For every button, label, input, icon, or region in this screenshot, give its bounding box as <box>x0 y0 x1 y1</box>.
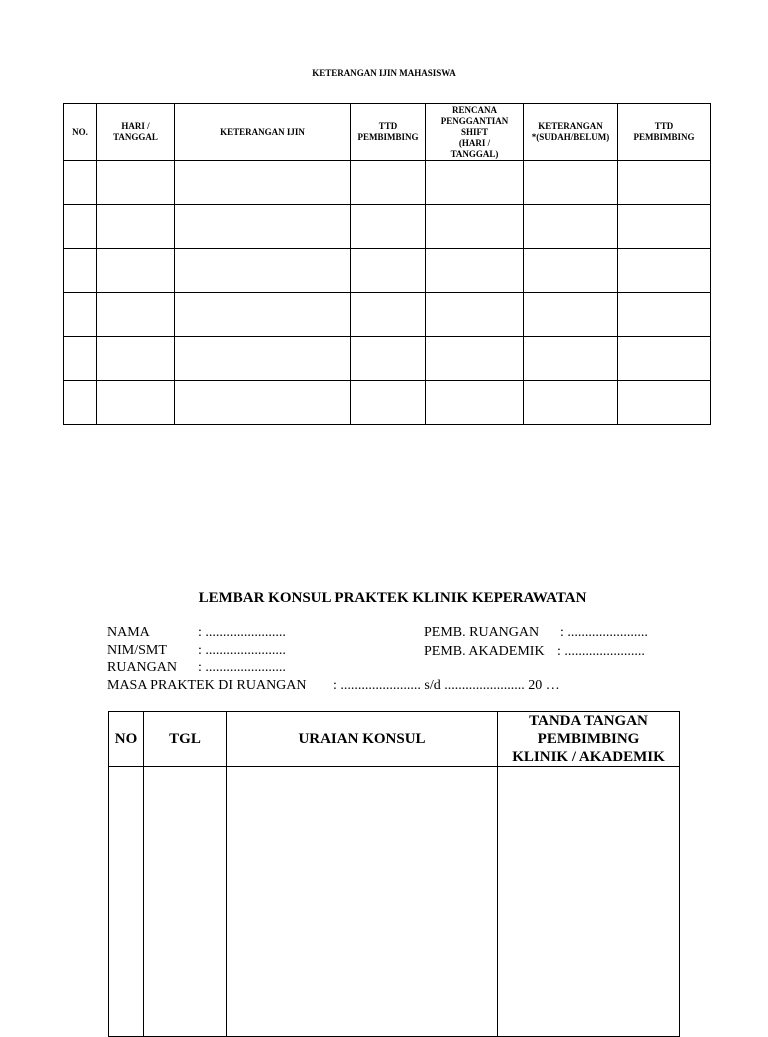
ijin-row <box>64 337 711 381</box>
masa-field[interactable]: : ....................... s/d ....................... 20 … <box>333 678 560 693</box>
ijin-cell[interactable] <box>524 205 618 249</box>
ijin-cell[interactable] <box>351 293 426 337</box>
ijin-cell[interactable] <box>618 249 711 293</box>
ijin-cell[interactable] <box>426 161 524 205</box>
ijin-cell[interactable] <box>426 205 524 249</box>
ruangan-label: RUANGAN <box>107 660 177 675</box>
masa-label: MASA PRAKTEK DI RUANGAN <box>107 678 307 693</box>
nim-label: NIM/SMT <box>107 643 167 658</box>
ruangan-line <box>107 659 286 676</box>
pemb-akademik-label: PEMB. AKADEMIK <box>424 644 545 659</box>
konsul-header-row <box>109 712 680 767</box>
ijin-cell[interactable] <box>175 249 351 293</box>
ijin-cell[interactable] <box>426 249 524 293</box>
ijin-cell[interactable] <box>426 381 524 425</box>
ijin-cell[interactable] <box>97 161 175 205</box>
konsul-cell-tgl[interactable] <box>144 767 227 1037</box>
ijin-row <box>64 293 711 337</box>
nama-label: NAMA <box>107 625 150 640</box>
pemb-akademik-line <box>424 643 645 660</box>
ruangan-field[interactable]: : ....................... <box>198 660 286 675</box>
nama-line <box>107 624 286 641</box>
ijin-cell[interactable] <box>64 161 97 205</box>
ijin-cell[interactable] <box>524 249 618 293</box>
ijin-header-no: NO. <box>64 104 97 161</box>
ijin-row <box>64 161 711 205</box>
ijin-cell[interactable] <box>97 293 175 337</box>
ijin-header-ttd-pembimbing-2: TTD PEMBIMBING <box>618 104 711 161</box>
ijin-cell[interactable] <box>351 337 426 381</box>
ijin-cell[interactable] <box>351 249 426 293</box>
ijin-header-keterangan-status: KETERANGAN *(SUDAH/BELUM) <box>524 104 618 161</box>
ijin-row <box>64 381 711 425</box>
ijin-cell[interactable] <box>524 293 618 337</box>
ijin-cell[interactable] <box>618 205 711 249</box>
nama-field[interactable]: : ....................... <box>198 625 286 640</box>
ijin-cell[interactable] <box>175 205 351 249</box>
konsul-header-tanda-tangan: TANDA TANGAN PEMBIMBING KLINIK / AKADEMIK <box>498 712 680 767</box>
ijin-cell[interactable] <box>524 381 618 425</box>
ijin-cell[interactable] <box>97 205 175 249</box>
nim-line <box>107 642 286 659</box>
konsul-cell-uraian[interactable] <box>227 767 498 1037</box>
ijin-cell[interactable] <box>618 293 711 337</box>
ijin-title: KETERANGAN IJIN MAHASISWA <box>312 68 456 78</box>
ijin-header-ttd-pembimbing: TTD PEMBIMBING <box>351 104 426 161</box>
ijin-table <box>63 103 711 425</box>
ijin-cell[interactable] <box>618 161 711 205</box>
ijin-header-rencana-penggantian: RENCANA PENGGANTIAN SHIFT (HARI / TANGGAL) <box>426 104 524 161</box>
ijin-header-hari-tanggal: HARI / TANGGAL <box>97 104 175 161</box>
ijin-cell[interactable] <box>64 381 97 425</box>
konsul-header-tgl: TGL <box>144 712 227 767</box>
konsul-title: LEMBAR KONSUL PRAKTEK KLINIK KEPERAWATAN <box>198 590 587 606</box>
ijin-cell[interactable] <box>175 337 351 381</box>
konsul-row <box>109 767 680 1037</box>
ijin-cell[interactable] <box>524 337 618 381</box>
ijin-cell[interactable] <box>351 205 426 249</box>
konsul-header-uraian: URAIAN KONSUL <box>227 712 498 767</box>
pemb-ruangan-label: PEMB. RUANGAN <box>424 625 540 640</box>
nim-field[interactable]: : ....................... <box>198 643 286 658</box>
ijin-cell[interactable] <box>97 337 175 381</box>
pemb-ruangan-field[interactable]: : ....................... <box>560 625 648 640</box>
konsul-cell-tanda-tangan[interactable] <box>498 767 680 1037</box>
ijin-cell[interactable] <box>618 381 711 425</box>
ijin-header-keterangan-ijin: KETERANGAN IJIN <box>175 104 351 161</box>
konsul-table <box>108 711 680 1037</box>
ijin-header-row <box>64 104 711 161</box>
ijin-row <box>64 205 711 249</box>
ijin-cell[interactable] <box>618 337 711 381</box>
konsul-cell-no[interactable] <box>109 767 144 1037</box>
ijin-cell[interactable] <box>351 161 426 205</box>
ijin-cell[interactable] <box>97 381 175 425</box>
pemb-ruangan-line <box>424 624 648 641</box>
ijin-cell[interactable] <box>175 381 351 425</box>
ijin-cell[interactable] <box>426 293 524 337</box>
ijin-cell[interactable] <box>426 337 524 381</box>
ijin-cell[interactable] <box>64 337 97 381</box>
ijin-cell[interactable] <box>524 161 618 205</box>
ijin-row <box>64 249 711 293</box>
ijin-cell[interactable] <box>97 249 175 293</box>
ijin-cell[interactable] <box>64 249 97 293</box>
ijin-cell[interactable] <box>175 293 351 337</box>
ijin-cell[interactable] <box>64 205 97 249</box>
pemb-akademik-field[interactable]: : ....................... <box>557 644 645 659</box>
masa-line <box>107 677 560 694</box>
ijin-cell[interactable] <box>175 161 351 205</box>
konsul-header-no: NO <box>109 712 144 767</box>
ijin-cell[interactable] <box>64 293 97 337</box>
ijin-cell[interactable] <box>351 381 426 425</box>
